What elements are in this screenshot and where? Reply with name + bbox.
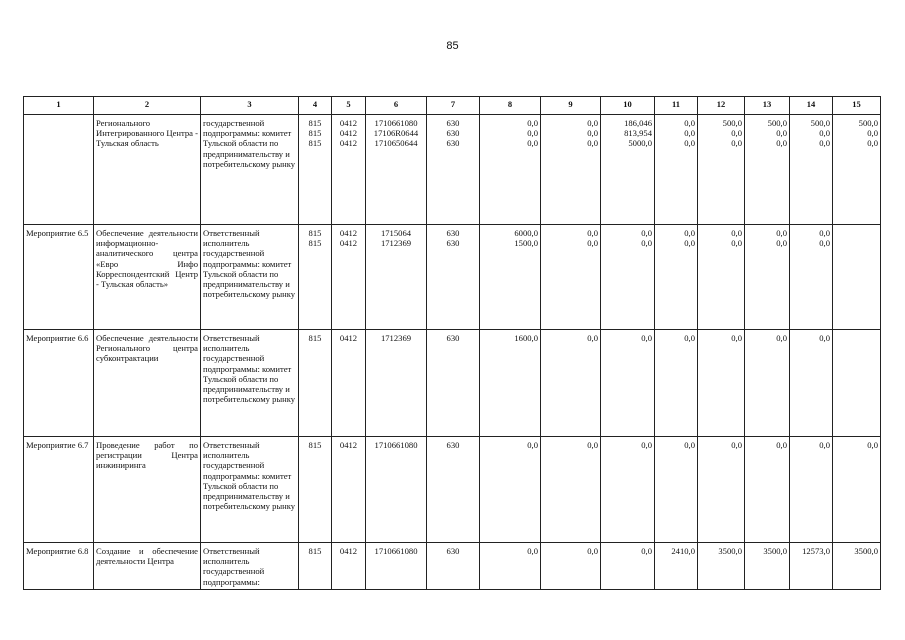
cell-c11 [655,437,698,543]
cell-value: 0412 [339,128,358,139]
cell-c8 [480,330,541,437]
table-row [24,225,881,330]
cell-c12 [698,225,745,330]
cell-c10 [601,543,655,590]
cell-c9 [541,115,601,225]
cell-c15 [833,225,881,330]
cell-value: 0,0 [819,238,830,249]
page-number: 85 [446,40,459,52]
cell-value: 0,0 [641,546,652,556]
cell-value: 0,0 [867,440,878,450]
cell-c8 [480,437,541,543]
cell-c15 [833,115,881,225]
cell-value: 0412 [339,546,358,556]
cell-c11 [655,543,698,590]
cell-c15 [833,543,881,590]
cell-value: 630 [446,138,460,149]
cell-value: 0,0 [867,128,878,139]
cell-value: 1710661080 [374,440,418,450]
cell-value: 0,0 [819,440,830,450]
column-header-12: 12 [698,97,745,115]
cell-value: 0,0 [684,118,695,128]
cell-c3: Ответственный исполнитель государственной подпрограммы: комитет Тульской области по предпринимательству и потребительскому рынку [201,437,299,543]
cell-value: 500,0 [767,118,787,128]
cell-value: 815 [308,238,322,249]
cell-c8 [480,225,541,330]
cell-value: 0,0 [587,440,598,450]
cell-value: 0,0 [641,333,652,343]
cell-value: 815 [308,546,322,556]
column-header-2: 2 [94,97,201,115]
column-header-15: 15 [833,97,881,115]
cell-c1: Мероприятие 6.7 [24,437,94,543]
cell-value: 0,0 [527,546,538,556]
cell-value: 500,0 [858,118,878,128]
cell-value: 0,0 [641,228,652,238]
cell-c6 [366,330,427,437]
cell-value: 0,0 [587,138,598,149]
cell-c9 [541,225,601,330]
cell-value: 6000,0 [514,228,538,238]
cell-c8 [480,543,541,590]
cell-value: 0,0 [684,138,695,149]
cell-value: 630 [446,228,460,238]
cell-value: 0,0 [731,238,742,249]
cell-value: 0,0 [819,138,830,149]
cell-c6 [366,115,427,225]
cell-c7 [427,330,480,437]
cell-c3: государственной подпрограммы: комитет Тульской области по предпринимательству и потребительскому рынку [201,115,299,225]
cell-value: 815 [308,128,322,139]
cell-value: 0412 [339,333,358,343]
cell-c4 [299,543,332,590]
cell-value: 0,0 [587,333,598,343]
cell-value: 0,0 [527,118,538,128]
cell-value: 3500,0 [854,546,878,556]
cell-value: 5000,0 [628,138,652,149]
column-header-14: 14 [790,97,833,115]
cell-c5 [332,115,366,225]
cell-value: 3500,0 [763,546,787,556]
cell-value: 1600,0 [514,333,538,343]
cell-c2: Регионального Интегрированного Центра - Тульская область [94,115,201,225]
cell-value: 0,0 [776,228,787,238]
cell-value: 1712369 [380,238,412,249]
cell-value: 0,0 [587,238,598,249]
cell-c13 [745,115,790,225]
cell-c4 [299,330,332,437]
cell-c6 [366,225,427,330]
cell-value: 2410,0 [671,546,695,556]
cell-c9 [541,330,601,437]
cell-c11 [655,115,698,225]
cell-value: 630 [446,440,460,450]
cell-value: 0412 [339,138,358,149]
cell-value: 0,0 [731,333,742,343]
cell-c12 [698,330,745,437]
table-row [24,115,881,225]
table-row [24,330,881,437]
column-header-6: 6 [366,97,427,115]
cell-value: 0,0 [587,118,598,128]
cell-c10 [601,330,655,437]
cell-c6 [366,543,427,590]
table-row [24,543,881,590]
cell-c2: Обеспечение деятельности Регионального центра субконтрактации [94,330,201,437]
cell-c8 [480,115,541,225]
cell-value: 0412 [339,118,358,128]
cell-c14 [790,225,833,330]
cell-c3: Ответственный исполнитель государственной подпрограммы: комитет Тульской области по предпринимательству и потребительскому рынку [201,225,299,330]
column-header-1: 1 [24,97,94,115]
cell-c5 [332,543,366,590]
cell-value: 0,0 [587,228,598,238]
cell-value: 500,0 [810,118,830,128]
column-header-7: 7 [427,97,480,115]
cell-value: 3500,0 [718,546,742,556]
cell-value: 815 [308,440,322,450]
cell-value: 0,0 [641,238,652,249]
cell-value: 1712369 [380,333,412,343]
cell-c4 [299,437,332,543]
cell-c10 [601,437,655,543]
cell-value: 0,0 [587,546,598,556]
cell-value: 0,0 [684,128,695,139]
column-header-13: 13 [745,97,790,115]
cell-c15 [833,437,881,543]
cell-value: 0,0 [587,128,598,139]
cell-value: 630 [446,128,460,139]
cell-value: 0412 [339,238,358,249]
cell-value: 0,0 [867,138,878,149]
cell-c1: Мероприятие 6.6 [24,330,94,437]
cell-value: 0,0 [776,128,787,139]
cell-value: 1715064 [380,228,412,238]
cell-value: 630 [446,118,460,128]
cell-value: 186,046 [624,118,652,128]
cell-value: 500,0 [722,118,742,128]
cell-value: 1500,0 [514,238,538,249]
cell-c1: Мероприятие 6.8 [24,543,94,590]
cell-c10 [601,115,655,225]
cell-value: 813,954 [624,128,652,139]
cell-value: 0,0 [776,333,787,343]
cell-value: 1710661080 [374,546,418,556]
cell-value: 0,0 [731,440,742,450]
cell-c14 [790,437,833,543]
cell-value: 0,0 [819,333,830,343]
cell-c3: Ответственный исполнитель государственной подпрограммы: [201,543,299,590]
cell-value: 0,0 [731,128,742,139]
cell-c2: Обеспечение деятельности информационно-аналитического центра «Евро Инфо Корреспондентский Центр - Тульская область» [94,225,201,330]
cell-c9 [541,543,601,590]
cell-value: 1710650644 [374,138,418,149]
cell-c7 [427,437,480,543]
table-row [24,437,881,543]
column-header-11: 11 [655,97,698,115]
cell-c9 [541,437,601,543]
cell-c13 [745,437,790,543]
cell-c13 [745,225,790,330]
cell-value: 0,0 [776,440,787,450]
cell-c12 [698,543,745,590]
column-header-4: 4 [299,97,332,115]
cell-c7 [427,115,480,225]
cell-value: 630 [446,238,460,249]
cell-value: 12573,0 [802,546,830,556]
cell-c12 [698,115,745,225]
cell-value: 630 [446,546,460,556]
cell-c1 [24,115,94,225]
column-header-5: 5 [332,97,366,115]
cell-value: 0,0 [527,128,538,139]
cell-c14 [790,543,833,590]
column-header-10: 10 [601,97,655,115]
cell-value: 0,0 [731,138,742,149]
column-header-9: 9 [541,97,601,115]
cell-c11 [655,225,698,330]
cell-c13 [745,543,790,590]
cell-c1: Мероприятие 6.5 [24,225,94,330]
cell-value: 0412 [339,228,358,238]
cell-c12 [698,437,745,543]
cell-value: 17106R0644 [373,128,419,139]
header-row [24,97,881,115]
cell-c5 [332,225,366,330]
cell-value: 0,0 [527,440,538,450]
cell-value: 630 [446,333,460,343]
cell-c11 [655,330,698,437]
cell-value: 1710661080 [374,118,418,128]
cell-c14 [790,330,833,437]
cell-c3: Ответственный исполнитель государственной подпрограммы: комитет Тульской области по предпринимательству и потребительскому рынку [201,330,299,437]
cell-value: 0,0 [731,228,742,238]
cell-value: 0412 [339,440,358,450]
cell-value: 0,0 [819,228,830,238]
cell-value: 0,0 [684,333,695,343]
cell-value: 0,0 [776,238,787,249]
cell-value: 815 [308,118,322,128]
cell-value: 0,0 [684,228,695,238]
column-header-3: 3 [201,97,299,115]
cell-c6 [366,437,427,543]
cell-c4 [299,115,332,225]
cell-value: 815 [308,228,322,238]
cell-c5 [332,330,366,437]
cell-value: 0,0 [776,138,787,149]
table-body [24,115,881,590]
cell-value: 0,0 [527,138,538,149]
cell-c2: Создание и обеспечение деятельности Центра [94,543,201,590]
cell-c14 [790,115,833,225]
cell-c2: Проведение работ по регистрации Центра инжиниринга [94,437,201,543]
column-header-8: 8 [480,97,541,115]
cell-value: 0,0 [819,128,830,139]
budget-table [23,96,881,590]
cell-value: 0,0 [641,440,652,450]
cell-c15 [833,330,881,437]
cell-c7 [427,225,480,330]
cell-c13 [745,330,790,437]
cell-c7 [427,543,480,590]
cell-value: 815 [308,138,322,149]
cell-value: 0,0 [684,440,695,450]
cell-c5 [332,437,366,543]
cell-c4 [299,225,332,330]
cell-value: 0,0 [684,238,695,249]
cell-value: 815 [308,333,322,343]
cell-c10 [601,225,655,330]
